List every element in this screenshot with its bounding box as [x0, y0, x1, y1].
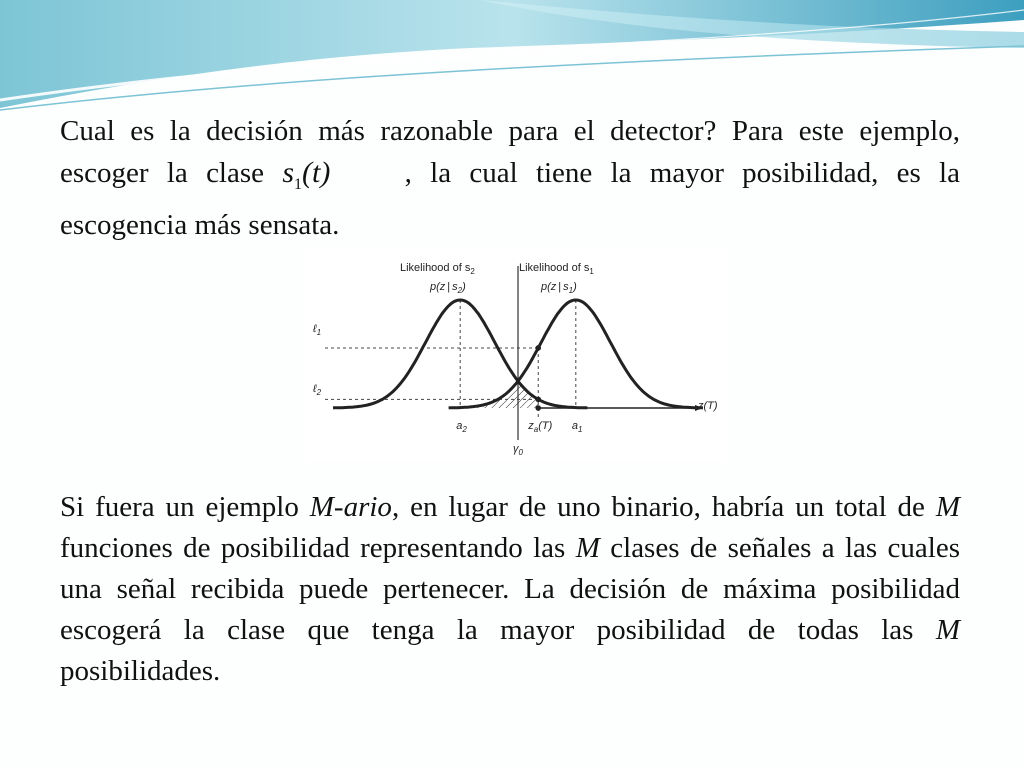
label-gamma0: $\gamma_0$: [513, 443, 523, 457]
label-likelihood-s2: Likelihood of $s_2$: [400, 262, 475, 276]
label-a2: $a_2$: [456, 420, 467, 434]
label-z-axis: z(T): [698, 400, 718, 412]
paragraph-detector-decision: Cual es la decisión más razonable para el detector? Para este ejemplo, escoger la clase $s_1(t)$ , la cual tiene la mayor posibilidad, es la escogencia más sensata.: [60, 115, 960, 241]
likelihood-chart: [305, 248, 727, 462]
likelihood-figure: [305, 248, 727, 462]
label-l1: ℓ$_1$: [313, 323, 322, 337]
label-p-z-s1: p(z | $s_1$): [541, 281, 577, 295]
overlap-hatched-region: [460, 381, 538, 408]
label-likelihood-s1: Likelihood of $s_1$: [519, 262, 594, 276]
label-za: $z_a(T)$: [528, 420, 553, 434]
point-za: [535, 405, 541, 411]
point-l1: [535, 345, 541, 351]
label-a1: $a_1$: [571, 420, 583, 434]
point-l2: [535, 397, 541, 403]
signal-symbol-s1: $s_1(t)$: [282, 156, 331, 193]
header-wave-decoration: [0, 0, 1024, 120]
label-l2: ℓ$_2$: [313, 383, 322, 397]
paragraph-m-ary-case: Si fuera un ejemplo M-ario, en lugar de uno binario, habría un total de M funciones de posibilidad representando las M clases de señales a las cuales una señal recibida puede pertenecer. La decisión de máxima posibilidad escogerá la clase que tenga la mayor posibilidad de todas las M posibilidades.: [60, 491, 961, 687]
label-p-z-s2: p(z | $s_2$): [430, 281, 466, 295]
